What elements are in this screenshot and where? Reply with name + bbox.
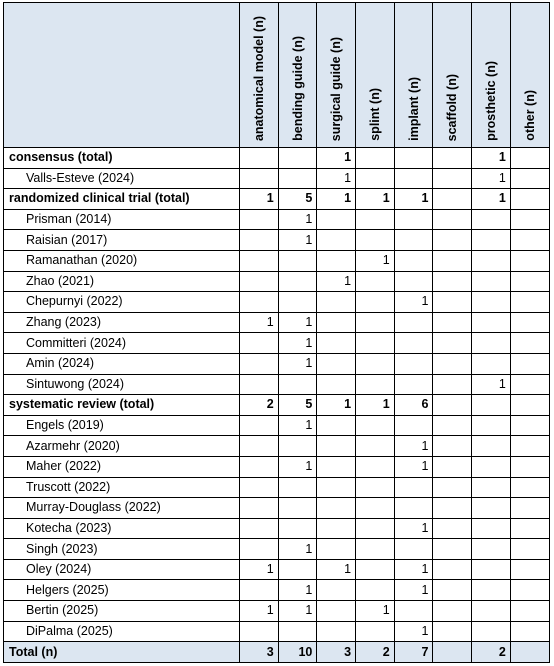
- cell-value: 1: [472, 148, 511, 169]
- cell-value: 1: [317, 271, 356, 292]
- cell-value: [394, 415, 433, 436]
- cell-value: [278, 436, 317, 457]
- cell-value: [433, 436, 472, 457]
- cell-value: [510, 580, 549, 601]
- cell-value: [433, 518, 472, 539]
- table-row: [4, 456, 550, 477]
- table-row: [4, 168, 550, 189]
- row-label: randomized clinical trial (total): [4, 189, 240, 210]
- cell-value: [510, 518, 549, 539]
- cell-value: [472, 559, 511, 580]
- row-label: Total (n): [4, 642, 240, 663]
- cell-value: [356, 353, 395, 374]
- cell-value: [472, 477, 511, 498]
- cell-value: [240, 353, 279, 374]
- cell-value: [510, 209, 549, 230]
- cell-value: [240, 580, 279, 601]
- row-label: consensus (total): [4, 148, 240, 169]
- column-header-scaffold: scaffold (n): [433, 3, 472, 148]
- table-row: [4, 601, 550, 622]
- cell-value: [433, 230, 472, 251]
- cell-value: 1: [472, 189, 511, 210]
- cell-value: [433, 477, 472, 498]
- row-label: Kotecha (2023): [4, 518, 240, 539]
- cell-value: [472, 456, 511, 477]
- cell-value: [278, 271, 317, 292]
- cell-value: 3: [317, 642, 356, 663]
- summary-table: [3, 2, 550, 663]
- cell-value: [317, 518, 356, 539]
- cell-value: [317, 333, 356, 354]
- cell-value: [510, 539, 549, 560]
- cell-value: [510, 415, 549, 436]
- cell-value: [510, 353, 549, 374]
- cell-value: 1: [240, 312, 279, 333]
- table-row: [4, 271, 550, 292]
- cell-value: [394, 539, 433, 560]
- cell-value: [472, 250, 511, 271]
- cell-value: [317, 456, 356, 477]
- table-row: [4, 559, 550, 580]
- column-header-prosthetic: prosthetic (n): [472, 3, 511, 148]
- cell-value: [356, 436, 395, 457]
- cell-value: [433, 580, 472, 601]
- cell-value: [356, 518, 395, 539]
- cell-value: 1: [394, 621, 433, 642]
- cell-value: [433, 333, 472, 354]
- table-row: [4, 415, 550, 436]
- table-row: [4, 621, 550, 642]
- cell-value: [472, 498, 511, 519]
- table-row: [4, 312, 550, 333]
- cell-value: 5: [278, 189, 317, 210]
- table-row: [4, 518, 550, 539]
- cell-value: 1: [240, 189, 279, 210]
- cell-value: [394, 250, 433, 271]
- cell-value: 6: [394, 395, 433, 416]
- cell-value: [317, 580, 356, 601]
- column-header-surgical-guide: surgical guide (n): [317, 3, 356, 148]
- cell-value: [510, 642, 549, 663]
- cell-value: [278, 477, 317, 498]
- cell-value: [317, 209, 356, 230]
- cell-value: [240, 518, 279, 539]
- cell-value: [433, 374, 472, 395]
- column-header-implant: implant (n): [394, 3, 433, 148]
- cell-value: [356, 148, 395, 169]
- column-header-anatomical-model: anatomical model (n): [240, 3, 279, 148]
- cell-value: [278, 374, 317, 395]
- cell-value: [317, 250, 356, 271]
- cell-value: 1: [356, 189, 395, 210]
- cell-value: [510, 477, 549, 498]
- cell-value: [433, 168, 472, 189]
- cell-value: 1: [278, 539, 317, 560]
- cell-value: [317, 374, 356, 395]
- cell-value: [472, 230, 511, 251]
- cell-value: [394, 312, 433, 333]
- row-label: Sintuwong (2024): [4, 374, 240, 395]
- table-row: [4, 477, 550, 498]
- cell-value: [240, 436, 279, 457]
- cell-value: [510, 168, 549, 189]
- cell-value: [278, 621, 317, 642]
- cell-value: 1: [394, 456, 433, 477]
- table-row: [4, 374, 550, 395]
- cell-value: 1: [394, 518, 433, 539]
- cell-value: 1: [278, 209, 317, 230]
- cell-value: [317, 601, 356, 622]
- cell-value: 1: [278, 353, 317, 374]
- cell-value: [394, 271, 433, 292]
- table-row: [4, 292, 550, 313]
- cell-value: [394, 601, 433, 622]
- cell-value: [356, 477, 395, 498]
- row-label: Maher (2022): [4, 456, 240, 477]
- cell-value: 1: [278, 580, 317, 601]
- cell-value: [472, 333, 511, 354]
- cell-value: 1: [356, 601, 395, 622]
- group-row: [4, 189, 550, 210]
- cell-value: [240, 333, 279, 354]
- cell-value: [240, 477, 279, 498]
- group-row: [4, 395, 550, 416]
- row-label: Oley (2024): [4, 559, 240, 580]
- cell-value: [472, 415, 511, 436]
- cell-value: [433, 601, 472, 622]
- cell-value: [472, 621, 511, 642]
- cell-value: 1: [278, 333, 317, 354]
- cell-value: [433, 189, 472, 210]
- cell-value: [510, 436, 549, 457]
- cell-value: 1: [394, 559, 433, 580]
- row-label: Engels (2019): [4, 415, 240, 436]
- cell-value: [240, 168, 279, 189]
- cell-value: [510, 292, 549, 313]
- cell-value: [356, 456, 395, 477]
- cell-value: [472, 312, 511, 333]
- cell-value: [433, 312, 472, 333]
- row-label: Murray-Douglass (2022): [4, 498, 240, 519]
- cell-value: [240, 209, 279, 230]
- cell-value: [356, 168, 395, 189]
- row-label: Amin (2024): [4, 353, 240, 374]
- column-header-bending-guide: bending guide (n): [278, 3, 317, 148]
- cell-value: [278, 168, 317, 189]
- cell-value: [472, 436, 511, 457]
- cell-value: 2: [472, 642, 511, 663]
- cell-value: [317, 312, 356, 333]
- cell-value: [356, 230, 395, 251]
- cell-value: 1: [317, 189, 356, 210]
- row-label: Bertin (2025): [4, 601, 240, 622]
- cell-value: [433, 559, 472, 580]
- cell-value: [472, 518, 511, 539]
- cell-value: [278, 498, 317, 519]
- cell-value: [510, 374, 549, 395]
- cell-value: 1: [394, 189, 433, 210]
- cell-value: [472, 271, 511, 292]
- cell-value: [433, 250, 472, 271]
- cell-value: [472, 292, 511, 313]
- cell-value: 1: [472, 374, 511, 395]
- row-label: Truscott (2022): [4, 477, 240, 498]
- cell-value: [433, 395, 472, 416]
- cell-value: [394, 230, 433, 251]
- cell-value: 1: [394, 580, 433, 601]
- cell-value: [472, 601, 511, 622]
- cell-value: [278, 148, 317, 169]
- cell-value: [240, 415, 279, 436]
- cell-value: [356, 312, 395, 333]
- cell-value: [356, 539, 395, 560]
- cell-value: [356, 498, 395, 519]
- cell-value: [510, 312, 549, 333]
- cell-value: [240, 230, 279, 251]
- header-corner-cell: [4, 3, 240, 148]
- cell-value: [317, 230, 356, 251]
- cell-value: [356, 415, 395, 436]
- cell-value: 1: [278, 601, 317, 622]
- cell-value: [356, 559, 395, 580]
- cell-value: [394, 148, 433, 169]
- cell-value: [433, 271, 472, 292]
- cell-value: [433, 353, 472, 374]
- cell-value: [240, 250, 279, 271]
- row-label: Azarmehr (2020): [4, 436, 240, 457]
- cell-value: [356, 580, 395, 601]
- cell-value: [433, 292, 472, 313]
- cell-value: [394, 353, 433, 374]
- cell-value: [510, 148, 549, 169]
- cell-value: [510, 621, 549, 642]
- row-label: systematic review (total): [4, 395, 240, 416]
- cell-value: [394, 374, 433, 395]
- cell-value: 7: [394, 642, 433, 663]
- cell-value: [317, 292, 356, 313]
- cell-value: [472, 209, 511, 230]
- table-body: [4, 148, 550, 663]
- cell-value: 2: [356, 642, 395, 663]
- cell-value: 1: [317, 168, 356, 189]
- header-row: [4, 3, 550, 148]
- cell-value: 1: [394, 292, 433, 313]
- cell-value: [472, 353, 511, 374]
- cell-value: 5: [278, 395, 317, 416]
- cell-value: 1: [278, 312, 317, 333]
- cell-value: [433, 415, 472, 436]
- cell-value: [394, 333, 433, 354]
- cell-value: [240, 621, 279, 642]
- cell-value: 1: [240, 601, 279, 622]
- cell-value: 10: [278, 642, 317, 663]
- cell-value: [356, 209, 395, 230]
- cell-value: [278, 292, 317, 313]
- cell-value: [394, 477, 433, 498]
- column-header-splint: splint (n): [356, 3, 395, 148]
- cell-value: [510, 230, 549, 251]
- cell-value: [433, 498, 472, 519]
- cell-value: [510, 395, 549, 416]
- cell-value: [356, 292, 395, 313]
- cell-value: [510, 456, 549, 477]
- cell-value: 1: [317, 395, 356, 416]
- cell-value: [472, 580, 511, 601]
- cell-value: [510, 250, 549, 271]
- cell-value: 3: [240, 642, 279, 663]
- cell-value: [433, 148, 472, 169]
- cell-value: [240, 498, 279, 519]
- cell-value: [433, 209, 472, 230]
- cell-value: 1: [317, 148, 356, 169]
- row-label: Ramanathan (2020): [4, 250, 240, 271]
- cell-value: [240, 456, 279, 477]
- cell-value: [472, 395, 511, 416]
- cell-value: 2: [240, 395, 279, 416]
- table-row: [4, 230, 550, 251]
- cell-value: 1: [278, 415, 317, 436]
- cell-value: [317, 415, 356, 436]
- cell-value: [356, 333, 395, 354]
- row-label: Committeri (2024): [4, 333, 240, 354]
- table-row: [4, 353, 550, 374]
- cell-value: [394, 209, 433, 230]
- total-row: [4, 642, 550, 663]
- cell-value: [317, 621, 356, 642]
- cell-value: [240, 271, 279, 292]
- cell-value: [356, 374, 395, 395]
- cell-value: [317, 436, 356, 457]
- row-label: DiPalma (2025): [4, 621, 240, 642]
- cell-value: [356, 271, 395, 292]
- cell-value: [433, 456, 472, 477]
- row-label: Helgers (2025): [4, 580, 240, 601]
- cell-value: [472, 539, 511, 560]
- cell-value: [510, 189, 549, 210]
- cell-value: [510, 601, 549, 622]
- cell-value: 1: [317, 559, 356, 580]
- row-label: Raisian (2017): [4, 230, 240, 251]
- cell-value: [510, 559, 549, 580]
- cell-value: [510, 333, 549, 354]
- cell-value: 1: [472, 168, 511, 189]
- cell-value: [240, 148, 279, 169]
- cell-value: [510, 271, 549, 292]
- table-row: [4, 250, 550, 271]
- row-label: Chepurnyi (2022): [4, 292, 240, 313]
- group-row: [4, 148, 550, 169]
- cell-value: [394, 498, 433, 519]
- cell-value: 1: [356, 395, 395, 416]
- cell-value: [317, 498, 356, 519]
- cell-value: [356, 621, 395, 642]
- table-row: [4, 498, 550, 519]
- table-row: [4, 580, 550, 601]
- cell-value: [278, 559, 317, 580]
- row-label: Zhang (2023): [4, 312, 240, 333]
- table-row: [4, 209, 550, 230]
- table-row: [4, 539, 550, 560]
- row-label: Valls-Esteve (2024): [4, 168, 240, 189]
- table-row: [4, 333, 550, 354]
- row-label: Singh (2023): [4, 539, 240, 560]
- row-label: Zhao (2021): [4, 271, 240, 292]
- cell-value: [394, 168, 433, 189]
- cell-value: [433, 621, 472, 642]
- cell-value: [433, 539, 472, 560]
- cell-value: [433, 642, 472, 663]
- cell-value: 1: [278, 230, 317, 251]
- cell-value: [240, 374, 279, 395]
- cell-value: [317, 477, 356, 498]
- cell-value: [278, 518, 317, 539]
- cell-value: 1: [356, 250, 395, 271]
- cell-value: [317, 353, 356, 374]
- cell-value: [240, 292, 279, 313]
- column-header-other: other (n): [510, 3, 549, 148]
- cell-value: 1: [240, 559, 279, 580]
- row-label: Prisman (2014): [4, 209, 240, 230]
- cell-value: [240, 539, 279, 560]
- cell-value: [278, 250, 317, 271]
- cell-value: [510, 498, 549, 519]
- cell-value: [317, 539, 356, 560]
- cell-value: 1: [394, 436, 433, 457]
- cell-value: 1: [278, 456, 317, 477]
- table-row: [4, 436, 550, 457]
